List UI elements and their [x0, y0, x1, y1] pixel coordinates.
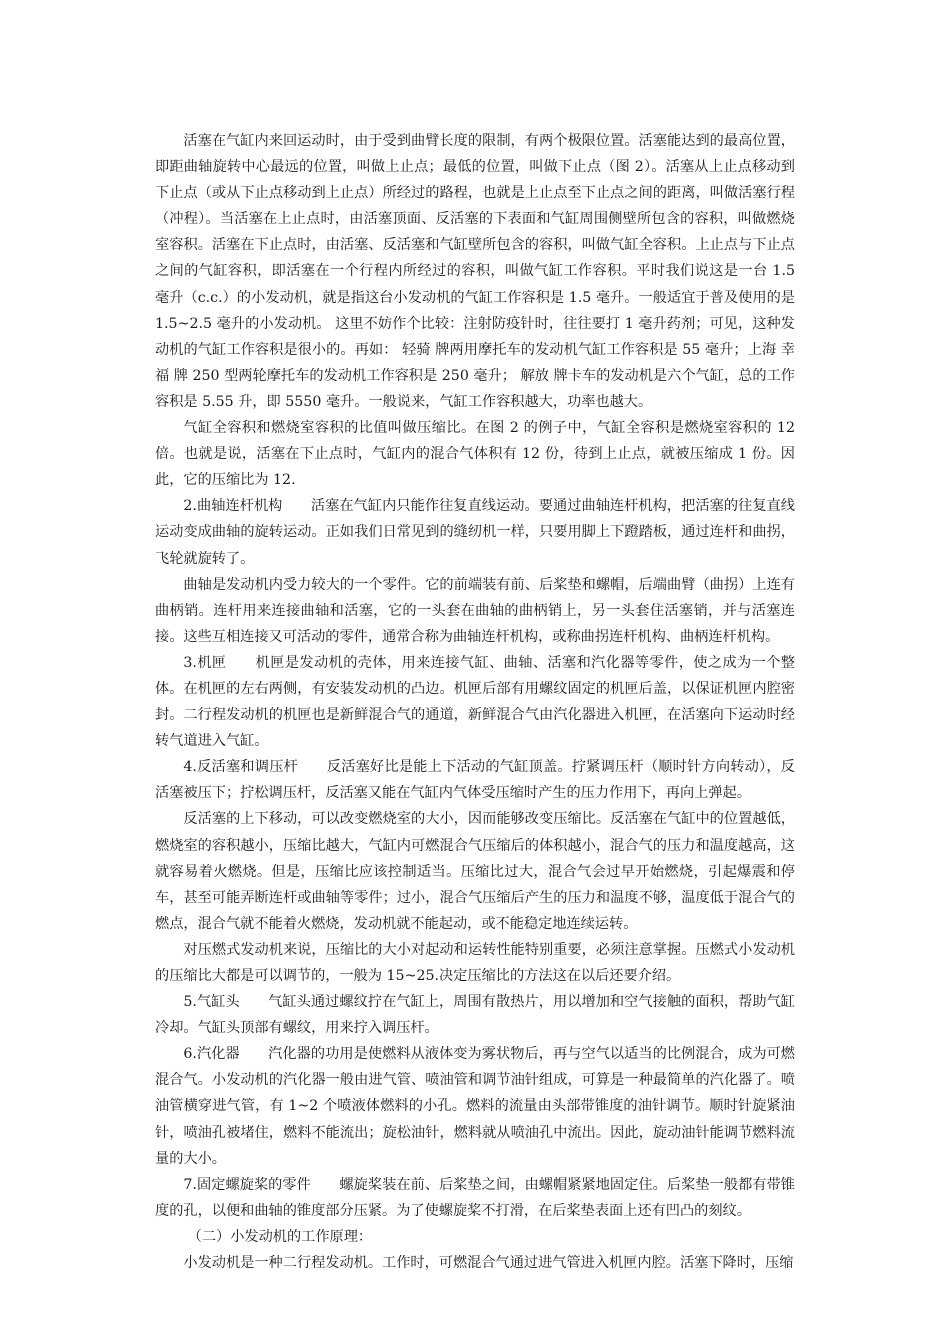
paragraph-crankshaft: 曲轴是发动机内受力较大的一个零件。它的前端装有前、后桨垫和螺帽，后端曲臂（曲拐）上连有曲柄销。连杆用来连接曲轴和活塞，它的一头套在曲轴的曲柄销上，另一头套住活塞销，并与活塞连接。这些互相连接又可活动的零件，通常合称为曲轴连杆机构，或称曲拐连杆机构、曲柄连杆机构。 [155, 576, 795, 645]
paragraph-crank-mechanism: 2.曲轴连杆机构 活塞在气缸内只能作往复直线运动。要通过曲轴连杆机构，把活塞的往复直线运动变成曲轴的旋转运动。正如我们日常见到的缝纫机一样，只要用脚上下蹬踏板，通过连杆和曲拐，飞轮就旋转了。 [155, 498, 795, 567]
paragraph-contra-piston-effect: 反活塞的上下移动，可以改变燃烧室的大小，因而能够改变压缩比。反活塞在气缸中的位置越低，燃烧室的容积越小，压缩比越大，气缸内可燃混合气压缩后的体积越小，混合气的压力和温度越高，这就容易着火燃烧。但是，压缩比应该控制适当。压缩比过大，混合气会过早开始燃烧，引起爆震和停车，甚至可能弄断连杆或曲轴等零件；过小，混合气压缩后产生的压力和温度不够，温度低于混合气的燃点，混合气就不能着火燃烧，发动机就不能起动，或不能稳定地连续运转。 [155, 811, 795, 932]
paragraph-crankcase: 3.机匣 机匣是发动机的壳体，用来连接气缸、曲轴、活塞和汽化器等零件，使之成为一个整体。在机匣的左右两侧，有安装发动机的凸边。机匣后部有用螺纹固定的机匣后盖，以保证机匣内腔密封。二行程发动机的机匣也是新鲜混合气的通道，新鲜混合气由汽化器进入机匣，在活塞向下运动时经转气道进入气缸。 [155, 654, 795, 750]
paragraph-stroke-definitions: 活塞在气缸内来回运动时，由于受到曲臂长度的限制，有两个极限位置。活塞能达到的最高位置，即距曲轴旋转中心最远的位置，叫做上止点；最低的位置，叫做下止点（图 2）。活塞从上止点移动到下止点（或从下止点移动到上止点）所经过的路程，也就是上止点至下止点之间的距离，叫做活塞行程（冲程）。当活塞在上止点时，由活塞顶面、反活塞的下表面和气缸周围侧壁所包含的容积，叫做燃烧室容积。活塞在下止点时，由活塞、反活塞和气缸壁所包含的容积，叫做气缸全容积。上止点与下止点之间的气缸容积，即活塞在一个行程内所经过的容积，叫做气缸工作容积。平时我们说这是一台 1.5 毫升（c.c.）的小发动机，就是指这台小发动机的气缸工作容积是 1.5 毫升。一般适宜于普及使用的是 1.5~2.5 毫升的小发动机。 这里不妨作个比较：注射防疫针时，往往要打 1 毫升药剂；可见，这种发动机的气缸工作容积是很小的。再如： 轻骑 牌两用摩托车的发动机气缸工作容积是 55 毫升；上海 幸福 牌 250 型两轮摩托车的发动机工作容积是 250 毫升； 解放 牌卡车的发动机是六个气缸，总的工作容积是 5.55 升，即 5550 毫升。一般说来，气缸工作容积越大，功率也越大。 [155, 133, 795, 410]
paragraph-carburetor: 6.汽化器 汽化器的功用是使燃料从液体变为雾状物后，再与空气以适当的比例混合，成为可燃混合气。小发动机的汽化器一般由进气管、喷油管和调节油针组成，可算是一种最简单的汽化器了。喷油管横穿进气管，有 1~2 个喷液体燃料的小孔。燃料的流量由头部带锥度的油针调节。顺时针旋紧油针，喷油孔被堵住，燃料不能流出；旋松油针，燃料就从喷油孔中流出。因此，旋动油针能调节燃料流量的大小。 [155, 1046, 795, 1167]
paragraph-cylinder-head: 5.气缸头 气缸头通过螺纹拧在气缸上，周围有散热片，用以增加和空气接触的面积，帮助气缸冷却。气缸头顶部有螺纹，用来拧入调压杆。 [155, 994, 795, 1037]
paragraph-compression-ignition: 对压燃式发动机来说，压缩比的大小对起动和运转性能特别重要，必须注意掌握。压燃式小发动机的压缩比大都是可以调节的，一般为 15~25.决定压缩比的方法这在以后还要介绍。 [155, 941, 795, 984]
document-page [155, 128, 795, 1276]
paragraph-propeller-parts: 7.固定螺旋桨的零件 螺旋桨装在前、后桨垫之间，由螺帽紧紧地固定住。后桨垫一般都有带锥度的孔，以便和曲轴的锥度部分压紧。为了使螺旋桨不打滑，在后桨垫表面上还有凹凸的刻纹。 [155, 1176, 795, 1219]
paragraph-contra-piston: 4.反活塞和调压杆 反活塞好比是能上下活动的气缸顶盖。拧紧调压杆（顺时针方向转动），反活塞被压下；拧松调压杆，反活塞又能在气缸内气体受压缩时产生的压力作用下，再向上弹起。 [155, 759, 795, 802]
section-heading-working-principle: （二）小发动机的工作原理： [187, 1228, 373, 1245]
paragraph-two-stroke: 小发动机是一种二行程发动机。工作时，可燃混合气通过进气管进入机匣内腔。活塞下降时，压缩 [183, 1255, 794, 1272]
paragraph-compression-ratio: 气缸全容积和燃烧室容积的比值叫做压缩比。在图 2 的例子中，气缸全容积是燃烧室容积的 12 倍。也就是说，活塞在下止点时，气缸内的混合气体积有 12 份，待到上止点，就被压缩成 1 份。因此，它的压缩比为 12. [155, 420, 795, 489]
